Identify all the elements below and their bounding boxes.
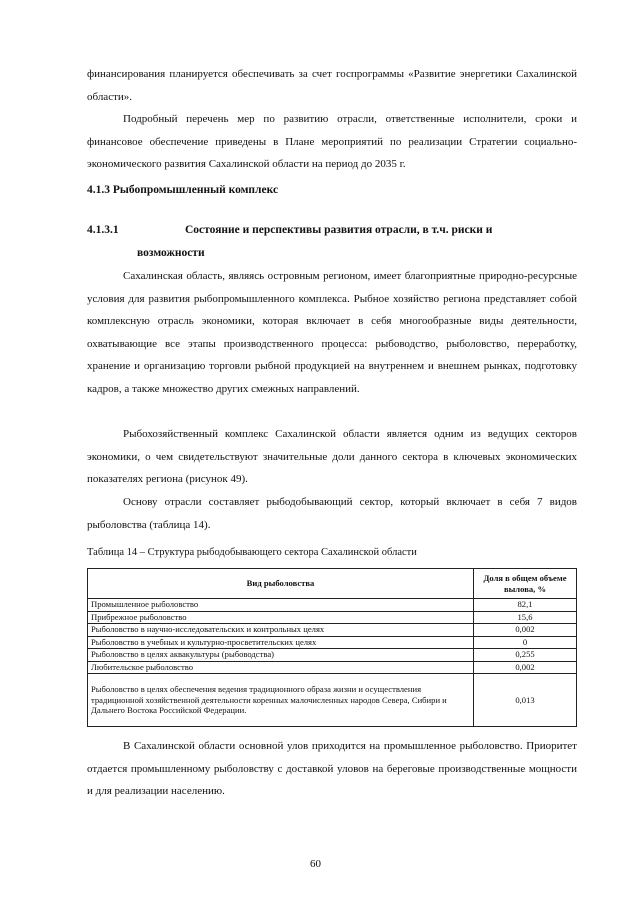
row-share: 0,002 (474, 661, 577, 674)
fishing-structure-table (87, 568, 577, 727)
row-share: 0,002 (474, 624, 577, 637)
table-row (88, 624, 577, 637)
row-share: 15,6 (474, 611, 577, 624)
section-heading: 4.1.3 Рыбопромышленный комплекс (87, 184, 279, 196)
row-share: 0 (474, 636, 577, 649)
table-row (88, 674, 577, 727)
subsection-heading (87, 219, 577, 264)
column-header-share: Доля в общем объеме вылова, % (474, 569, 577, 599)
row-name: Рыболовство в научно-исследовательских и контрольных целях (88, 624, 474, 637)
table-row (88, 649, 577, 662)
paragraph-region-overview: Сахалинская область, являясь островным регионом, имеет благоприятные природно-ресурсные условия для развития рыбопромышленного комплекса. Рыбное хозяйство региона представляет собой комплексную отрасль экономики, которая включает в себя многообразные виды деятельности, охватывающие все этапы производственного процесса: рыбоводство, рыболовство, переработку, хранение и организацию торговли рыбной продукцией на внутреннем и внешнем рынках, подготовку кадров, а также множество других смежных направлений. (87, 270, 577, 395)
table-row (88, 636, 577, 649)
subsection-number: 4.1.3.1 (87, 224, 119, 236)
row-name: Любительское рыболовство (88, 661, 474, 674)
table-row (88, 661, 577, 674)
paragraph-sector-basis: Основу отрасли составляет рыбодобывающий сектор, который включает в себя 7 видов рыболовства (таблица 14). (87, 496, 577, 531)
paragraph-main-catch: В Сахалинской области основной улов приходится на промышленное рыболовство. Приоритет отдается промышленному рыболовству с доставкой уловов на береговые производственные мощности и для реализации населению. (87, 740, 577, 798)
row-name: Рыболовство в целях аквакультуры (рыбоводства) (88, 649, 474, 662)
paragraph-energy-financing: финансирования планируется обеспечивать за счет госпрограммы «Развитие энергетики Сахалинской области». (87, 68, 577, 103)
table-row (88, 611, 577, 624)
row-share: 0,255 (474, 649, 577, 662)
row-share: 82,1 (474, 599, 577, 612)
subsection-title-line1: Состояние и перспективы развития отрасли, в т.ч. риски и (185, 224, 493, 236)
row-name: Рыболовство в целях обеспечения ведения традиционного образа жизни и осуществления традиционной хозяйственной деятельности коренных малочисленных народов Севера, Сибири и Дальнего Востока Российской Федерации. (88, 674, 474, 727)
paragraph-fishery-complex: Рыбохозяйственный комплекс Сахалинской области является одним из ведущих секторов экономики, о чем свидетельствуют значительные доли данного сектора в ключевых экономических показателях региона (рисунок 49). (87, 428, 577, 486)
table-row (88, 599, 577, 612)
row-share: 0,013 (474, 674, 577, 727)
row-name: Рыболовство в учебных и культурно-просветительских целях (88, 636, 474, 649)
page-number: 60 (310, 858, 321, 870)
row-name: Прибрежное рыболовство (88, 611, 474, 624)
column-header-type: Вид рыболовства (88, 569, 474, 599)
table-caption: Таблица 14 – Структура рыбодобывающего сектора Сахалинской области (87, 547, 417, 558)
paragraph-plan-reference: Подробный перечень мер по развитию отрасли, ответственные исполнители, сроки и финансовое обеспечение приведены в Плане мероприятий по реализации Стратегии социально-экономического развития Сахалинской области на период до 2035 г. (87, 113, 577, 171)
subsection-title-line2: возможности (137, 246, 205, 259)
row-name: Промышленное рыболовство (88, 599, 474, 612)
